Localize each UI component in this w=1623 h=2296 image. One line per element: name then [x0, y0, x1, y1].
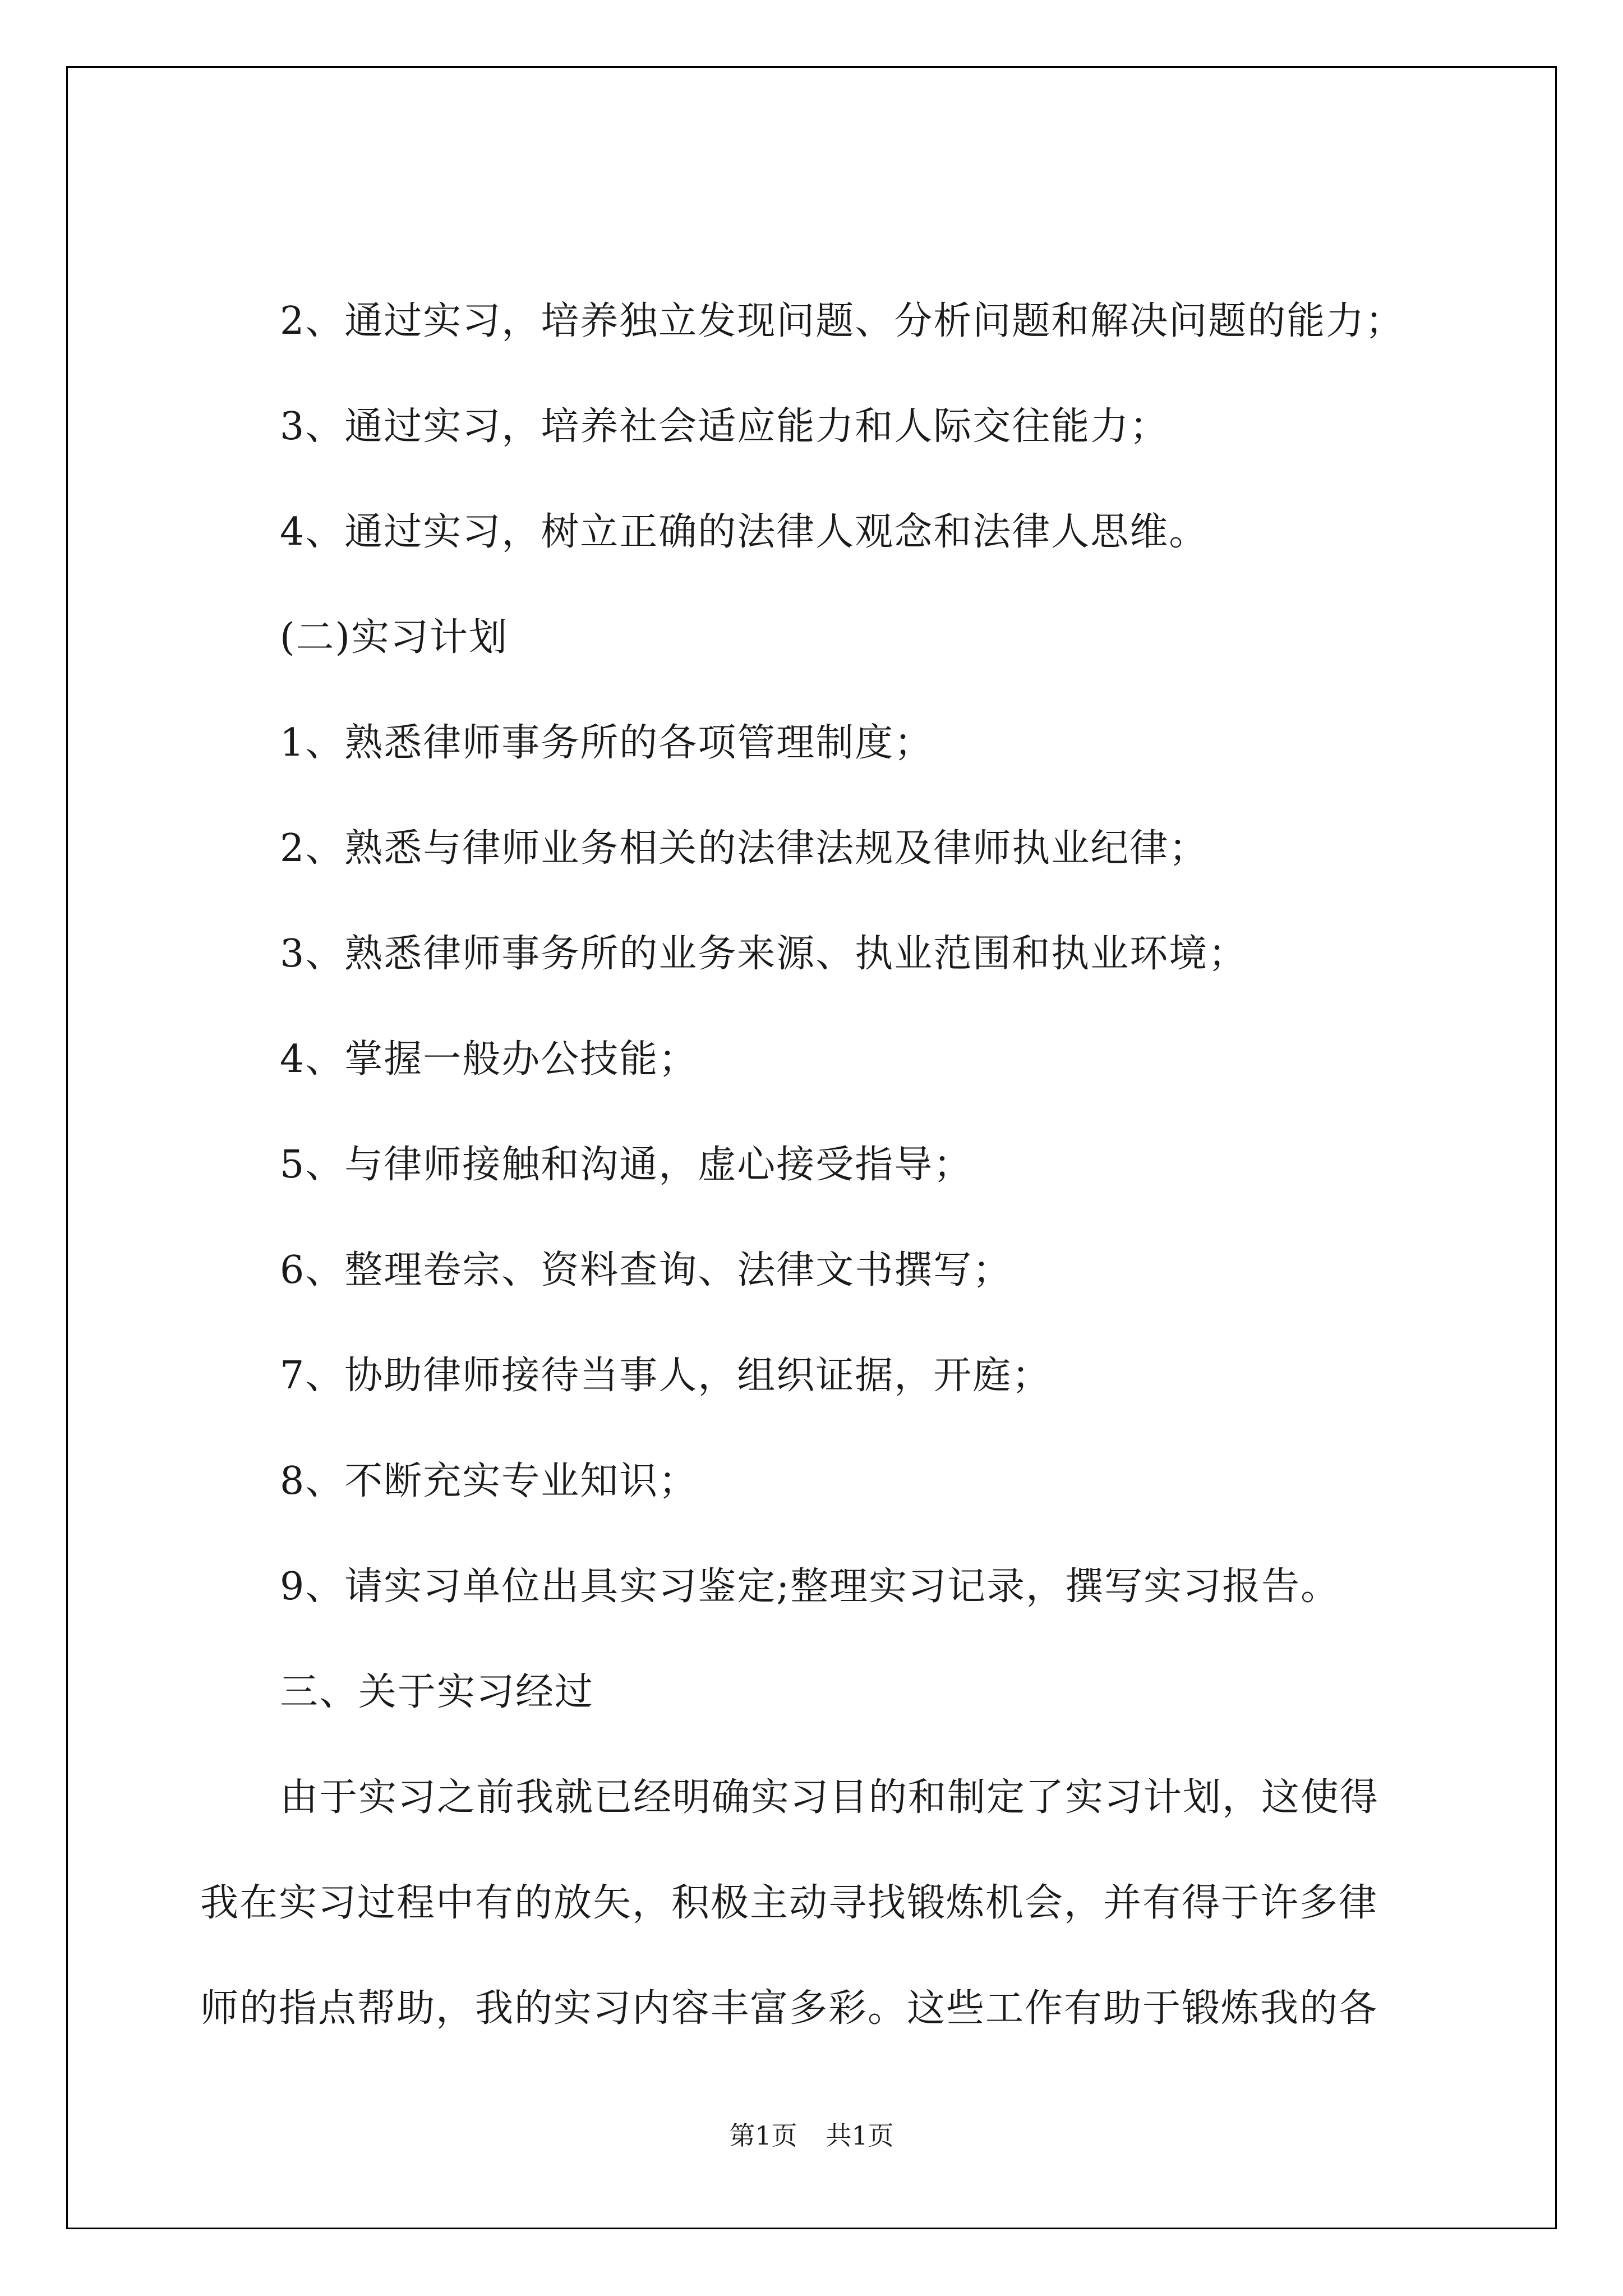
- page-total: 共1页: [826, 2120, 894, 2151]
- list-item: 3、熟悉律师事务所的业务来源、执业范围和执业环境；: [280, 932, 1248, 976]
- paragraph-line: 4、通过实习，树立正确的法律人观念和法律人思维。: [280, 510, 1209, 554]
- list-item: 9、请实习单位出具实习鉴定;整理实习记录，撰写实习报告。: [280, 1565, 1340, 1609]
- section-heading: (二)实习计划: [280, 615, 509, 660]
- list-item: 4、掌握一般办公技能；: [280, 1037, 698, 1082]
- page-number: 第1页: [729, 2120, 797, 2151]
- list-item: 6、整理卷宗、资料查询、法律文书撰写；: [280, 1248, 1012, 1292]
- paragraph-line: 师的指点帮助，我的实习内容丰富多彩。这些工作有助于锻炼我的各: [200, 1986, 1378, 2031]
- paragraph-line: 3、通过实习，培养社会适应能力和人际交往能力；: [280, 404, 1169, 449]
- list-item: 5、与律师接触和沟通，虚心接受指导；: [280, 1143, 973, 1187]
- list-item: 7、协助律师接待当事人，组织证据，开庭；: [280, 1354, 1052, 1398]
- paragraph-line: 2、通过实习，培养独立发现问题、分析问题和解决问题的能力；: [280, 299, 1405, 343]
- list-item: 1、熟悉律师事务所的各项管理制度；: [280, 721, 934, 765]
- list-item: 8、不断充实专业知识；: [280, 1459, 698, 1503]
- section-heading: 三、关于实习经过: [280, 1670, 594, 1714]
- document-body: [68, 68, 1555, 2228]
- page-footer: [68, 2120, 1555, 2151]
- list-item: 2、熟悉与律师业务相关的法律法规及律师执业纪律；: [280, 826, 1209, 871]
- paragraph-line: 我在实习过程中有的放矢，积极主动寻找锻炼机会，并有得于许多律: [200, 1881, 1378, 1925]
- paragraph-line: 由于实习之前我就已经明确实习目的和制定了实习计划，这使得: [280, 1775, 1380, 1820]
- page-border: [66, 66, 1557, 2229]
